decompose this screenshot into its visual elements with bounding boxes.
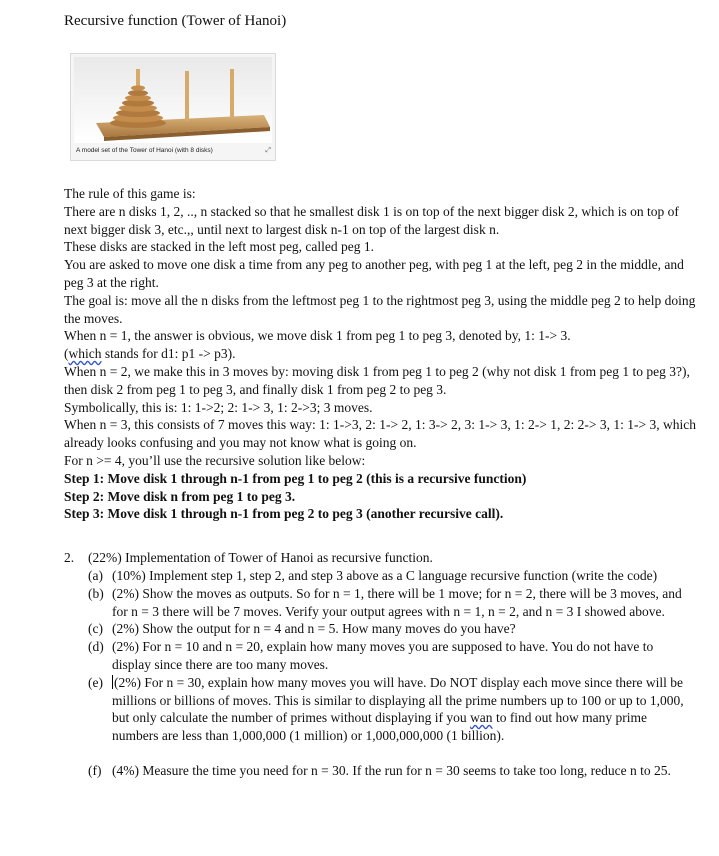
spell-check-word: which bbox=[68, 346, 102, 362]
part-text: (4%) Measure the time you need for n = 30. If the run for n = 30 seems to take too long, reduce n to 25. bbox=[112, 762, 671, 778]
part-label: (d) bbox=[88, 639, 104, 655]
text-cursor bbox=[112, 675, 113, 689]
tower-of-hanoi-figure bbox=[70, 53, 276, 161]
rule-line-rest: stands for d1: p1 -> p3). bbox=[101, 346, 236, 362]
rule-line: The goal is: move all the n disks from the leftmost peg 1 to the rightmost peg 3, using the middle peg 2 to help doing the moves. bbox=[64, 292, 696, 326]
spell-check-word: wan bbox=[470, 710, 493, 726]
part-text: (2%) Show the moves as outputs. So for n = 1, there will be 1 move; for n = 2, there will be 3 moves, and for n = 3 there will be 7 moves. Verify your output agrees with n = 1, n = 2, and n = 3 I showed above. bbox=[112, 585, 682, 619]
rule-line: You are asked to move one disk a time from any peg to another peg, with peg 1 at the left, peg 2 in the middle, and peg 3 at the right. bbox=[64, 257, 684, 290]
part-d bbox=[88, 638, 692, 674]
part-label: (a) bbox=[88, 568, 103, 583]
rule-line: These disks are stacked in the left most peg, called peg 1. bbox=[64, 239, 375, 255]
part-e bbox=[88, 674, 692, 745]
part-b bbox=[88, 585, 692, 621]
step-line: Step 1: Move disk 1 through n-1 from peg 1 to peg 2 (this is a recursive function) bbox=[64, 470, 527, 486]
page-title: Recursive function (Tower of Hanoi) bbox=[64, 13, 287, 29]
figure-caption: A model set of the Tower of Hanoi (with 8 disks) bbox=[76, 147, 213, 154]
part-label: (b) bbox=[88, 585, 104, 601]
part-label: (e) bbox=[88, 674, 103, 690]
peg-2 bbox=[185, 71, 189, 121]
question-text: (22%) Implementation of Tower of Hanoi as recursive function. bbox=[88, 550, 433, 565]
part-text-rest: to find out how many prime numbers are less than 1,000,000 (1 million) or 1,000,000,000 (1 billion). bbox=[112, 710, 648, 744]
rule-line: For n >= 4, you’ll use the recursive solution like below: bbox=[64, 452, 366, 468]
question-parts bbox=[88, 567, 692, 780]
rule-line: When n = 2, we make this in 3 moves by: moving disk 1 from peg 1 to peg 2 (why not disk 1 from peg 1 to peg 3?), then disk 2 from peg 1 to peg 3, and finally disk 1 from peg 2 to peg 3. bbox=[64, 363, 690, 397]
rule-line: There are n disks 1, 2, .., n stacked so that he smallest disk 1 is on top of the next bigger disk 2, which is on top of next bigger disk 3, etc.,, until next to largest disk n-1 on top of the largest disk n. bbox=[64, 203, 679, 237]
part-text: (10%) Implement step 1, step 2, and step 3 above as a C language recursive function (write the code) bbox=[112, 568, 658, 583]
question-number: 2. bbox=[64, 550, 75, 565]
part-text: (2%) For n = 10 and n = 20, explain how many moves you are supposed to have. You do not have to display since there are too many moves. bbox=[112, 639, 654, 672]
rule-line: When n = 3, this consists of 7 moves this way: 1: 1->3, 2: 1-> 2, 1: 3-> 2, 3: 1-> 3, 1: 2-> 1, 2: 2-> 3, 1: 1-> 3, which already looks confusing and you may not know what is going on. bbox=[64, 417, 696, 451]
rule-line: (which stands for d1: p1 -> p3). bbox=[64, 346, 236, 362]
tower-of-hanoi-photo bbox=[74, 57, 272, 143]
rule-line: When n = 1, the answer is obvious, we move disk 1 from peg 1 to peg 3, denoted by, 1: 1-> 3. bbox=[64, 328, 571, 344]
part-text: (2%) Show the output for n = 4 and n = 5. How many moves do you have? bbox=[112, 621, 516, 637]
part-label: (c) bbox=[88, 621, 103, 637]
part-f bbox=[88, 762, 692, 780]
rule-line: Symbolically, this is: 1: 1->2; 2: 1-> 3, 1: 2->3; 3 moves. bbox=[64, 399, 373, 415]
question-heading bbox=[64, 549, 433, 567]
enlarge-icon[interactable]: ⤢ bbox=[265, 146, 271, 154]
rules-text bbox=[64, 185, 704, 523]
step-line: Step 2: Move disk n from peg 1 to peg 3. bbox=[64, 488, 296, 504]
peg-3 bbox=[230, 69, 234, 117]
part-text: (2%) For n = 30, explain how many moves you will have. Do NOT display each move since there will be millions or billions of moves. This is similar to displaying all the prime numbers up to 100 or up to 1,000, but only calculate the number of primes without displaying if you bbox=[112, 674, 684, 726]
part-c bbox=[88, 620, 692, 638]
step-line: Step 3: Move disk 1 through n-1 from peg 2 to peg 3 (another recursive call). bbox=[64, 506, 504, 522]
part-label: (f) bbox=[88, 762, 102, 778]
rule-line: The rule of this game is: bbox=[64, 186, 196, 201]
part-a bbox=[88, 567, 692, 585]
